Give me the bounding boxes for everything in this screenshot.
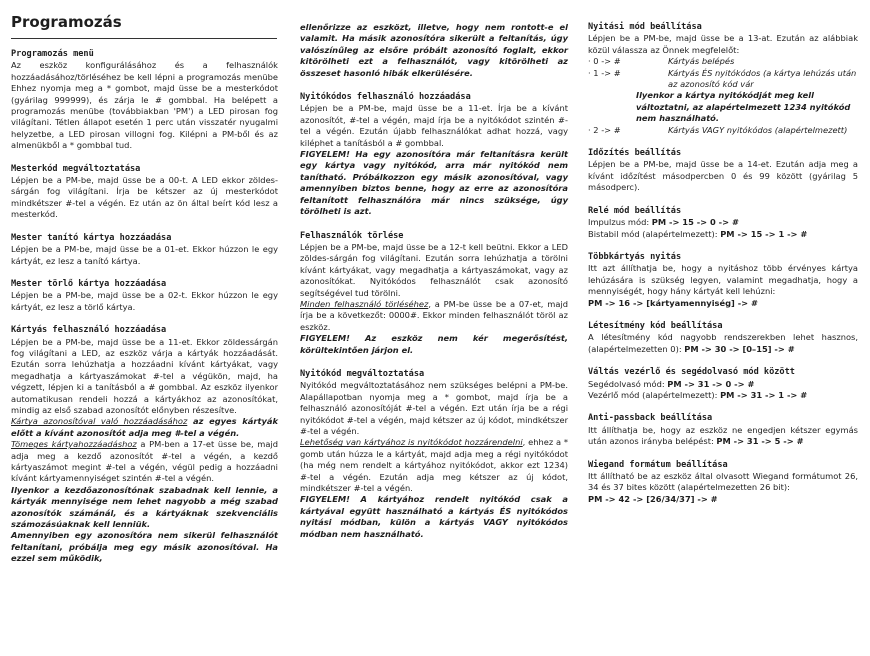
title-underline (11, 38, 277, 39)
command-line (588, 229, 858, 240)
paragraph (11, 416, 278, 439)
paragraph: Lépjen be a PM-be, majd üsse be a 12-t kell beütni. Ekkor a LED zöldes-sárgán fog világítani. Ezután sorra lehúzhatja a törölni kívánt kártyákat, vagy megadhatja a kártyaszámokat, vagy az azonosítókat. Nyitókódos felhasználót csak azonosító segítségével tud törölni. (300, 241, 568, 298)
paragraph (300, 437, 568, 494)
text: , a PM-be üsse be a 07-et, majd írja be a következőt: 0000#. Ekkor minden felhasználót töröl az eszköz. (300, 298, 568, 332)
text: , ehhez a * gomb után húzza le a kártyát, majd adja meg a régi nyitókódot (ha még nem rendelt a kártyához nyitókódot, akkor ezt 1234) #-tel a végén. Ezután adja meg kétszer az új kódot, mindkétszer #-tel a végén. (300, 437, 568, 494)
command: PM -> 31 -> 0 -> # (667, 378, 755, 389)
section-heading: Létesítmény kód beállítása (588, 320, 723, 331)
section-heading: Nyitási mód beállítása (588, 22, 702, 32)
paragraph: Nyitókód megváltoztatásához nem szükséges belépni a PM-be. Alapállapotban nyomja meg a * gombot, majd írja be a felhasználó azonosítóját #-tel a végén. Ezt után írja be a régi nyitókódot #-tel a végén, majd kétszer az új kódot, mindkétszer #-tel a végén. (300, 380, 568, 436)
paragraph: Lépjen be a PM-be, majd üsse be a 13-at. Ezután az alábbiak közül válassza az Önnek megfelelőt: (588, 33, 858, 55)
section-heading: Felhasználók törlése (300, 230, 404, 241)
section-heading: Mesterkód megváltoztatása (11, 163, 141, 174)
paragraph: Lépjen be a PM-be, majd üsse be a 01-et. Ekkor húzzon le egy kártyát, ez lesz a tanító kártya. (11, 244, 278, 266)
option-key: · 0 -> # (588, 56, 621, 67)
section-heading: Relé mód beállítás (588, 205, 682, 216)
option-note: Ilyenkor a kártya nyitókódját meg kell változtatni, az alapértelmezett 1234 nyitókód nem használható. (636, 90, 851, 124)
paragraph: Itt azt állíthatja be, hogy a nyitáshoz több érvényes kártya lehúzására is szükség legyen, valamint megadhatja, hogy a mennyiségét, hogy hány kártyát kell lehúzni: (588, 263, 858, 297)
text: A létesítmény kód nagyobb rendszerekben lehet hasznos, (alapértelmezetten 0): (588, 332, 858, 354)
text: Itt állíthatja be, hogy az eszköz ne engedjen kétszer egymás után azonos irányba belépést: (588, 424, 858, 447)
command: PM -> 31 -> 1 -> # (720, 389, 808, 400)
section-heading: Anti-passback beállítása (588, 413, 713, 424)
section-heading: Többkártyás nyitás (588, 251, 682, 262)
option-key: · 1 -> # (588, 67, 621, 78)
column-2 (300, 22, 568, 540)
command-line (588, 379, 858, 390)
paragraph (11, 439, 278, 485)
paragraph: Az eszköz konfigurálásához és a felhasználók hozzáadásához/törléséhez be kell lépni a programozás menübe Ehhez nyomja meg a * gombot, majd üsse be a mesterkódot (gyárilag 999999), és zárja le # gombbal. Ha belépett a programozás menübe (továbbiakban 'PM') a LED pirosan fog világítani. Tétlen állapot esetén 1 perc után visszatér nyugalmi helyzetbe, a LED pirosan villogni fog. Kilépni a PM-ből és az almenükből a * gombbal tud. (11, 60, 278, 151)
command-line (588, 390, 858, 401)
option-text: Kártyás VAGY nyitókódos (alapértelmezett) (668, 124, 848, 135)
paragraph: Lépjen be a PM-be, majd üsse be a 00-t. A LED ekkor zöldes-sárgán fog világítani. Írja be kétszer az új mesterkódot mindkétszer #-tel a végén. Ez után az ön által beírt kód lesz a mesterkód. (11, 175, 278, 220)
text: Impulzus mód: (588, 217, 652, 228)
section-heading: Mester tanító kártya hozzáadása (11, 232, 172, 243)
paragraph: Lépjen be a PM-be, majd üsse be a 11-et. Írja be a kívánt azonosítót, #-tel a végén, majd írja be a nyitókódot szintén #-tel a végén. Ezután újabb felhasználókat adhat hozzá, vagy kiléphet a tanításból a # gombbal. (300, 103, 568, 148)
option-row (588, 125, 858, 136)
option-text: Kártyás belépés (668, 56, 735, 67)
command: PM -> 42 -> [26/34/37] -> # (588, 493, 718, 504)
section-heading: Időzítés beállítás (588, 148, 682, 159)
section-heading: Kártyás felhasználó hozzáadása (11, 325, 167, 336)
column-1 (11, 49, 278, 565)
option-key: · 2 -> # (588, 124, 621, 135)
paragraph: Itt állítható be az eszköz által olvasott Wiegand formátumot 26, 34 és 37 bites között (alapértelmezetten 26 bit): (588, 471, 858, 493)
option-row (588, 56, 858, 67)
paragraph (588, 332, 858, 355)
paragraph: Lépjen be a PM-be, majd üsse be a 14-et. Ezután adja meg a kívánt időzítést másodpercben 0 és 99 között (gyárilag 5 másodperc). (588, 159, 858, 193)
underlined-phrase: Tömeges kártyahozzáadáshoz (11, 439, 137, 450)
paragraph: FIGYELEM! A kártyához rendelt nyitókód csak a kártyával együtt használható a kártyás ÉS nyitókódos nyitási módban, külön a kártyás VAGY nyitókódos módban nem használható. (300, 494, 568, 539)
paragraph: Lépjen be a PM-be, majd üsse be a 11-et. Ekkor zöldessárgán fog világítani a LED, az eszköz várja a kártyák hozzáadását. Ezután sorra lehúzhatja a hozzáadni kívánt kártyákat, vagy megadhatja a kártyaszámokat #-tel a végükön, majd, ha végzett, lépjen ki a tanításból a # gombbal. Az eszköz ilyenkor automatikusan rendeli hozzá a kártyákhoz az azonosítókat, mindig az első szabad azonosítót előnyben részesítve. (11, 336, 278, 415)
command: PM -> 15 -> 1 -> # (720, 228, 808, 239)
paragraph: FIGYELEM! Ha egy azonosítóra már feltanításra került egy kártya vagy nyitókód, arra már nyitókód nem tanítható. Próbálkozzon egy másik azonosítóval, vagy amennyiben biztos benne, hogy az erre az azonosítóra feltanított felhasználóra már nincs szüksége, úgy törölheti is azt. (300, 149, 568, 217)
command: PM -> 30 -> [0–15] -> # (684, 343, 795, 354)
text: Bistabil mód (alapértelmezett): (588, 228, 721, 239)
underlined-phrase: Lehetőség van kártyához is nyitókódot hozzárendelni (300, 437, 523, 448)
command-line (588, 217, 858, 228)
section-heading: Mester törlő kártya hozzáadása (11, 278, 167, 289)
column-3 (588, 22, 858, 505)
section-heading: Wiegand formátum beállítása (588, 459, 728, 470)
command: PM -> 16 -> [kártyamennyiség] -> # (588, 297, 758, 308)
command: PM -> 31 -> 5 -> # (716, 436, 804, 447)
section-heading: Nyitókódos felhasználó hozzáadása (300, 92, 471, 103)
paragraph: Amennyiben egy azonosítóra nem sikerül felhasználót feltanítani, próbálja meg egy másik azonosítóval. Ha ezzel sem működik, (11, 530, 278, 564)
emphasis: az egyes kártyák előtt a kívánt azonosítót adja meg #-tel a végén. (11, 416, 278, 438)
paragraph (300, 299, 568, 333)
text: Vezérlő mód (alapértelmezett): (588, 389, 721, 400)
option-row (588, 68, 858, 91)
section-heading: Nyitókód megváltoztatása (300, 368, 425, 379)
paragraph: ellenőrizze az eszközt, illetve, hogy nem rontott-e el valamit. Ha másik azonosítóra sikerült a feltanítás, úgy valószínűleg az elsőre próbált azonosító foglalt, ekkor kitörölheti ezt a felhasználót, vagy kitörölheti az összeset hasonló hibák elkerülésére. (300, 22, 568, 78)
section-heading: Váltás vezérlő és segédolvasó mód között (588, 367, 795, 378)
paragraph: FIGYELEM! Az eszköz nem kér megerősítést, körültekintően járjon el. (300, 333, 568, 355)
paragraph: Lépjen be a PM-be, majd üsse be a 02-t. Ekkor húzzon le egy kártyát, ez lesz a törlő kártya. (11, 290, 278, 312)
page-title: Programozás (11, 13, 122, 31)
section-heading: Programozás menü (11, 49, 94, 59)
paragraph (588, 425, 858, 448)
underlined-phrase: Kártya azonosítóval való hozzáadásához (11, 416, 188, 427)
text: Segédolvasó mód: (588, 378, 668, 389)
underlined-phrase: Minden felhasználó törléséhez (300, 298, 429, 309)
paragraph: Ilyenkor a kezdőazonosítónak szabadnak kell lennie, a kártyák mennyisége nem lehet nagyobb a még szabad azonosítók számánál, és a kártyáknak szekvenciális számozásúaknak kell lenniük. (11, 484, 278, 530)
text: a PM-ben a 17-et üsse be, majd adja meg a kezdő azonosítót #-tel a végén, a kezdő kártyaszámot megint #-tel a végén, végül pedig a hozzáadni kívánt kártyamennyiséget szintén #-tel a végén. (11, 439, 278, 484)
option-text: Kártyás ÉS nyitókódos (a kártya lehúzás után az azonosító kód vár (668, 67, 857, 90)
command: PM -> 15 -> 0 -> # (651, 217, 739, 228)
